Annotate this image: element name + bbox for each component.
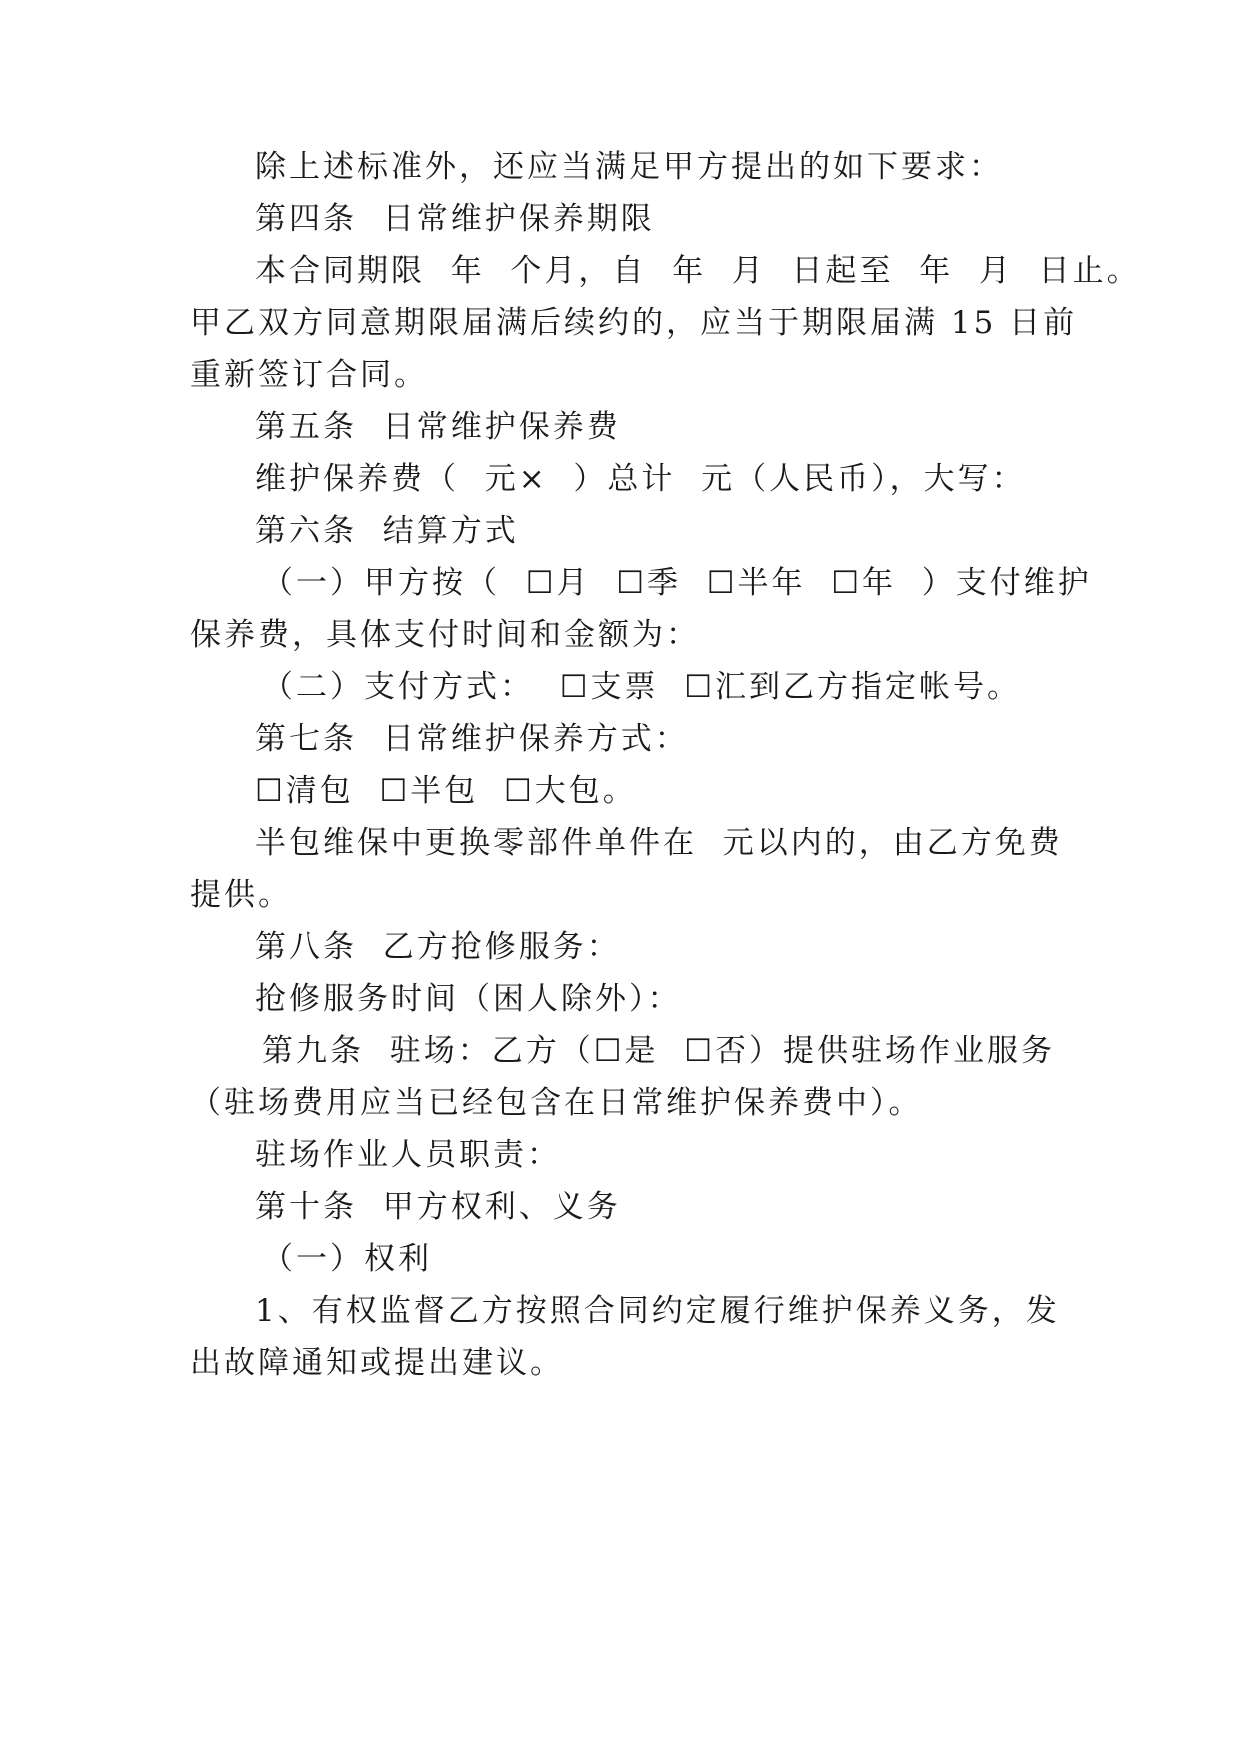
section-heading-article-10: 第十条 甲方权利、义务	[255, 1189, 621, 1225]
paragraph-line: 驻场作业人员职责：	[255, 1137, 561, 1173]
paragraph-line: 维护保养费（ 元× ）总计 元（人民币），大写：	[255, 461, 1026, 497]
paragraph-line: 本合同期限 年 个月，自 年 月 日起至 年 月 日止。	[255, 253, 1141, 289]
paragraph-line: （二）支付方式： ☐支票 ☐汇到乙方指定帐号。	[262, 669, 1021, 705]
section-heading-article-4: 第四条 日常维护保养期限	[255, 201, 655, 237]
paragraph-line: 1、有权监督乙方按照合同约定履行维护保养义务，发	[255, 1293, 1060, 1329]
paragraph-line: （一）甲方按（ ☐月 ☐季 ☐半年 ☐年 ）支付维护	[262, 565, 1092, 601]
paragraph-line: 抢修服务时间（困人除外）：	[255, 981, 682, 1017]
section-heading-article-5: 第五条 日常维护保养费	[255, 409, 621, 445]
paragraph-line: 保养费，具体支付时间和金额为：	[190, 617, 700, 653]
subsection-heading: （一）权利	[262, 1241, 432, 1277]
paragraph-line: 重新签订合同。	[190, 357, 428, 393]
paragraph-line: 提供。	[190, 877, 292, 913]
section-heading-article-7: 第七条 日常维护保养方式：	[255, 721, 689, 757]
paragraph-line: ☐清包 ☐半包 ☐大包。	[255, 773, 637, 809]
paragraph-line: 半包维保中更换零部件单件在 元以内的，由乙方免费	[255, 825, 1063, 861]
paragraph-line: 出故障通知或提出建议。	[190, 1345, 564, 1381]
paragraph-line: 除上述标准外，还应当满足甲方提出的如下要求：	[255, 149, 1003, 185]
section-heading-article-6: 第六条 结算方式	[255, 513, 519, 549]
section-heading-article-9: 第九条 驻场：乙方（☐是 ☐否）提供驻场作业服务	[262, 1033, 1055, 1069]
paragraph-line: 甲乙双方同意期限届满后续约的，应当于期限届满 15 日前	[190, 305, 1078, 341]
paragraph-line: （驻场费用应当已经包含在日常维护保养费中）。	[190, 1085, 923, 1121]
section-heading-article-8: 第八条 乙方抢修服务：	[255, 929, 621, 965]
